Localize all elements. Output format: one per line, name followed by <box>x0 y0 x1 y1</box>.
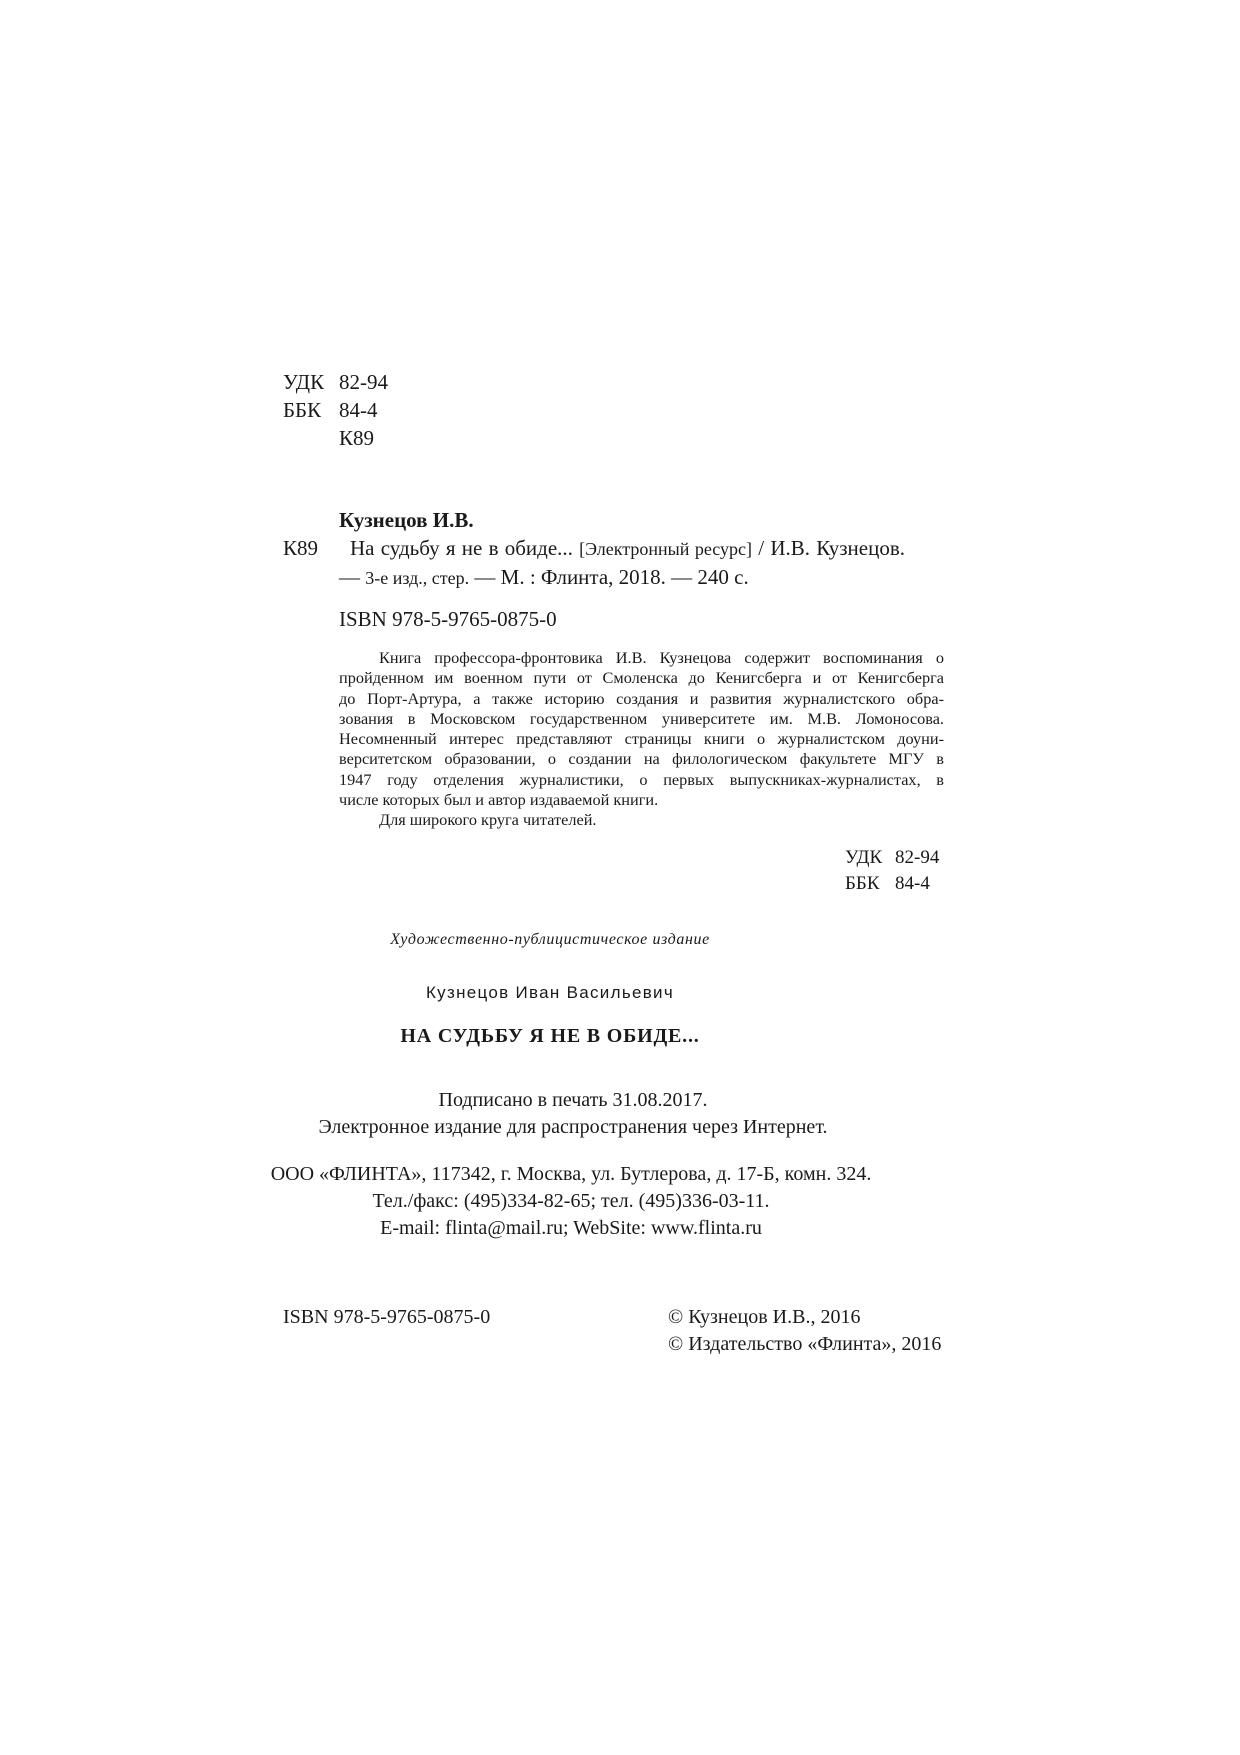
udk-label: УДК <box>283 370 325 394</box>
bib-resource-type: [Электронный ресурс] <box>579 539 753 559</box>
abstract-line: зования в Московском государственном университете им. М.В. Ломоносова. <box>339 708 944 728</box>
bbk-row-right <box>845 871 939 897</box>
bib-title: На судьбу я не в обиде... <box>350 536 573 560</box>
abstract <box>339 648 944 831</box>
book-title: НА СУДЬБУ Я НЕ В ОБИДЕ... <box>400 1025 700 1047</box>
author-code: К89 <box>339 426 375 450</box>
udk-value: 82-94 <box>339 370 388 394</box>
abstract-line: верситетском образовании, о создании на филологическом факультете МГУ в <box>339 749 944 769</box>
signed-to-print: Подписано в печать 31.08.2017. <box>438 1089 708 1111</box>
author-full-name: Кузнецов Иван Васильевич <box>425 983 675 1002</box>
author-code-row <box>283 424 388 452</box>
copyright-author: © Кузнецов И.В., 2016 <box>668 1306 861 1328</box>
abstract-line: пройденном им военном пути от Смоленска до Кенигсберга и от Кенигсберга <box>339 668 944 688</box>
copyright-publisher: © Издательство «Флинта», 2016 <box>668 1333 942 1355</box>
abstract-line: Несомненный интерес представляют страницы книги о журналистском доуни- <box>339 729 944 749</box>
udk-row <box>283 368 388 396</box>
bib-responsibility: / И.В. Кузнецов. <box>758 536 905 560</box>
bib-title-line <box>350 536 905 561</box>
bbk-row <box>283 396 388 424</box>
bib-isbn: ISBN 978-5-9765-0875-0 <box>339 607 557 631</box>
bib-edition-line <box>339 565 749 590</box>
abstract-audience: Для широкого круга читателей. <box>379 810 597 830</box>
bbk-value-right: 84-4 <box>895 873 930 894</box>
udk-row-right <box>845 845 939 871</box>
publisher-contacts: E-mail: flinta@mail.ru; WebSite: www.flinta.ru <box>380 1217 762 1239</box>
udk-value-right: 82-94 <box>895 847 940 868</box>
bib-author-code: К89 <box>283 536 319 560</box>
electronic-edition-note: Электронное издание для распространения через Интернет. <box>318 1116 828 1138</box>
bib-author: Кузнецов И.В. <box>339 508 474 532</box>
abstract-line: до Порт-Артура, а также историю создания и развития журналистского обра- <box>339 688 944 708</box>
abstract-line: 1947 году отделения журналистики, о первых выпускниках-журналистах, в <box>339 769 944 789</box>
abstract-line: Книга профессора-фронтовика И.В. Кузнецова содержит воспоминания о <box>379 648 944 667</box>
bib-imprint: — М. : Флинта, 2018. — 240 с. <box>474 565 749 589</box>
footer-isbn: ISBN 978-5-9765-0875-0 <box>283 1306 491 1328</box>
classification-block-right <box>845 845 939 897</box>
genre-label: Художественно-публицистическое издание <box>390 931 710 948</box>
bib-edition-prefix: — <box>339 565 360 589</box>
publisher-phone: Тел./факс: (495)334-82-65; тел. (495)336-03-11. <box>372 1190 770 1212</box>
bbk-value: 84-4 <box>339 398 378 422</box>
publisher-address: ООО «ФЛИНТА», 117342, г. Москва, ул. Бутлерова, д. 17-Б, комн. 324. <box>270 1163 872 1185</box>
abstract-line: числе которых был и автор издаваемой книги. <box>339 790 659 810</box>
bbk-label: ББК <box>283 398 322 422</box>
bib-edition: 3-е изд., стер. <box>365 568 470 588</box>
bbk-label-right: ББК <box>845 873 880 894</box>
udk-label-right: УДК <box>845 847 883 868</box>
classification-block-top <box>283 368 388 452</box>
